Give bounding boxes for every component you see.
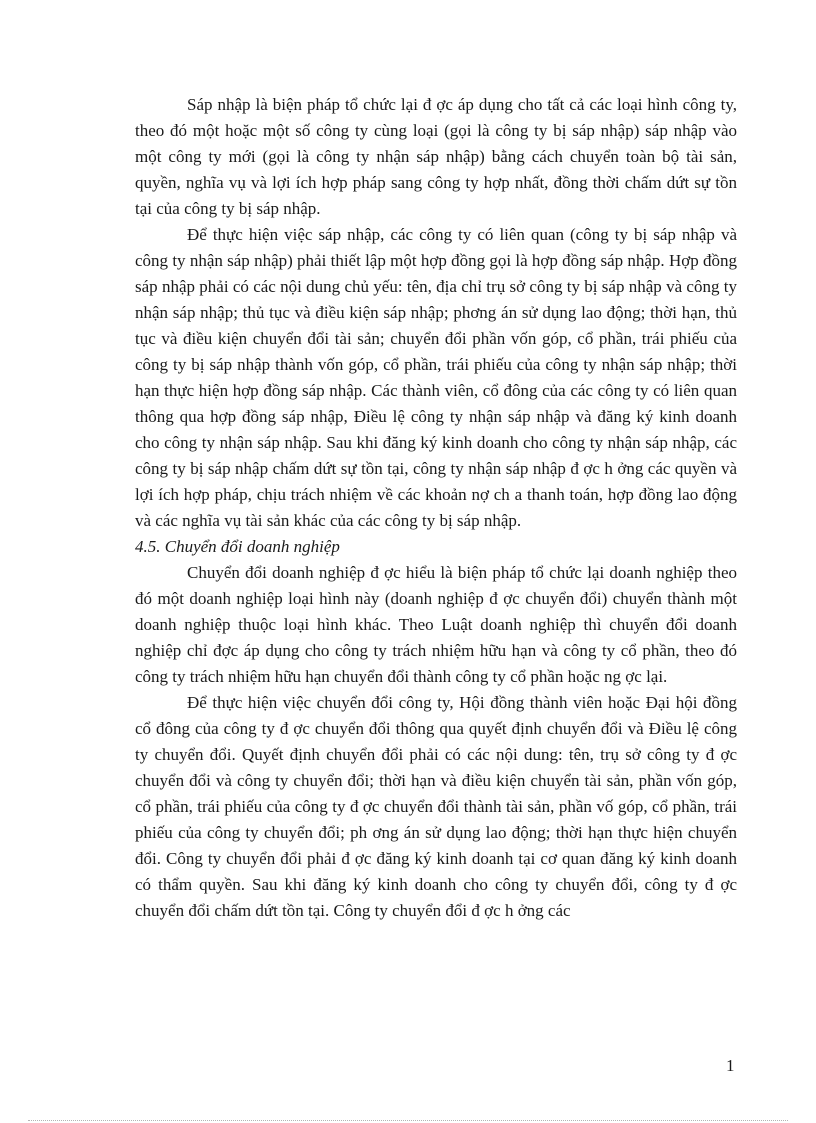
paragraph-merger-definition: Sáp nhập là biện pháp tổ chức lại đ ợc áp dụng cho tất cả các loại hình công ty, theo đó một hoặc một số công ty cùng loại (gọi là công ty bị sáp nhập) sáp nhập vào một công ty mới (gọi là công ty nhận sáp nhập) bằng cách chuyển toàn bộ tài sản, quyền, nghĩa vụ và lợi ích hợp pháp sang công ty hợp nhất, đồng thời chấm dứt sự tồn tại của công ty bị sáp nhập.	[135, 95, 737, 218]
page-body	[135, 92, 737, 924]
paragraph-conversion-definition: Chuyển đổi doanh nghiệp đ ợc hiểu là biện pháp tổ chức lại doanh nghiệp theo đó một doanh nghiệp loại hình này (doanh nghiệp đ ợc chuyển đổi) chuyển thành một doanh nghiệp thuộc loại hình khác. Theo Luật doanh nghiệp thì chuyển đổi doanh nghiệp chỉ đợc áp dụng cho công ty trách nhiệm hữu hạn và công ty cổ phần, theo đó công ty trách nhiệm hữu hạn chuyển đổi thành công ty cổ phần hoặc ng ợc lại.	[135, 563, 737, 686]
paragraph-merger-procedure: Để thực hiện việc sáp nhập, các công ty có liên quan (công ty bị sáp nhập và công ty nhận sáp nhập) phải thiết lập một hợp đồng gọi là hợp đồng sáp nhập. Hợp đồng sáp nhập phải có các nội dung chủ yếu: tên, địa chỉ trụ sở công ty bị sáp nhập và công ty nhận sáp nhập; thủ tục và điều kiện sáp nhập; phơng án sử dụng lao động; thời hạn, thủ tục và điều kiện chuyển đổi tài sản; chuyển đổi phần vốn góp, cổ phần, trái phiếu của công ty bị sáp nhập thành vốn góp, cổ phần, trái phiếu của công ty nhận sáp nhập; thời hạn thực hiện hợp đồng sáp nhập. Các thành viên, cổ đông của các công ty có liên quan thông qua hợp đồng sáp nhập, Điều lệ công ty nhận sáp nhập và đăng ký kinh doanh cho công ty nhận sáp nhập. Sau khi đăng ký kinh doanh cho công ty nhận sáp nhập, các công ty bị sáp nhập chấm dứt sự tồn tại, công ty nhận sáp nhập đ ợc h ởng các quyền và lợi ích hợp pháp, chịu trách nhiệm về các khoản nợ ch a thanh toán, hợp đồng lao động và các nghĩa vụ tài sản khác của các công ty bị sáp nhập.	[135, 225, 737, 530]
section-heading-conversion: 4.5. Chuyển đổi doanh nghiệp	[135, 537, 340, 556]
page-number: 1	[726, 1056, 735, 1075]
paragraph-conversion-procedure: Để thực hiện việc chuyển đổi công ty, Hội đồng thành viên hoặc Đại hội đồng cổ đông của công ty đ ợc chuyển đổi thông qua quyết định chuyển đổi và Điều lệ công ty chuyển đổi. Quyết định chuyển đổi phải có các nội dung: tên, trụ sở công ty đ ợc chuyển đổi và công ty chuyển đổi; thời hạn và điều kiện chuyển tài sản, phần vốn góp, cổ phần, trái phiếu của công ty đ ợc chuyển đổi thành tài sản, phần vố góp, cổ phần, trái phiếu của công ty chuyển đổi; ph ơng án sử dụng lao động; thời hạn thực hiện chuyển đổi. Công ty chuyển đổi phải đ ợc đăng ký kinh doanh tại cơ quan đăng ký kinh doanh có thẩm quyền. Sau khi đăng ký kinh doanh cho công ty chuyển đổi, công ty đ ợc chuyển đổi chấm dứt tồn tại. Công ty chuyển đổi đ ợc h ởng các	[135, 693, 737, 920]
page-bottom-divider	[28, 1120, 788, 1121]
